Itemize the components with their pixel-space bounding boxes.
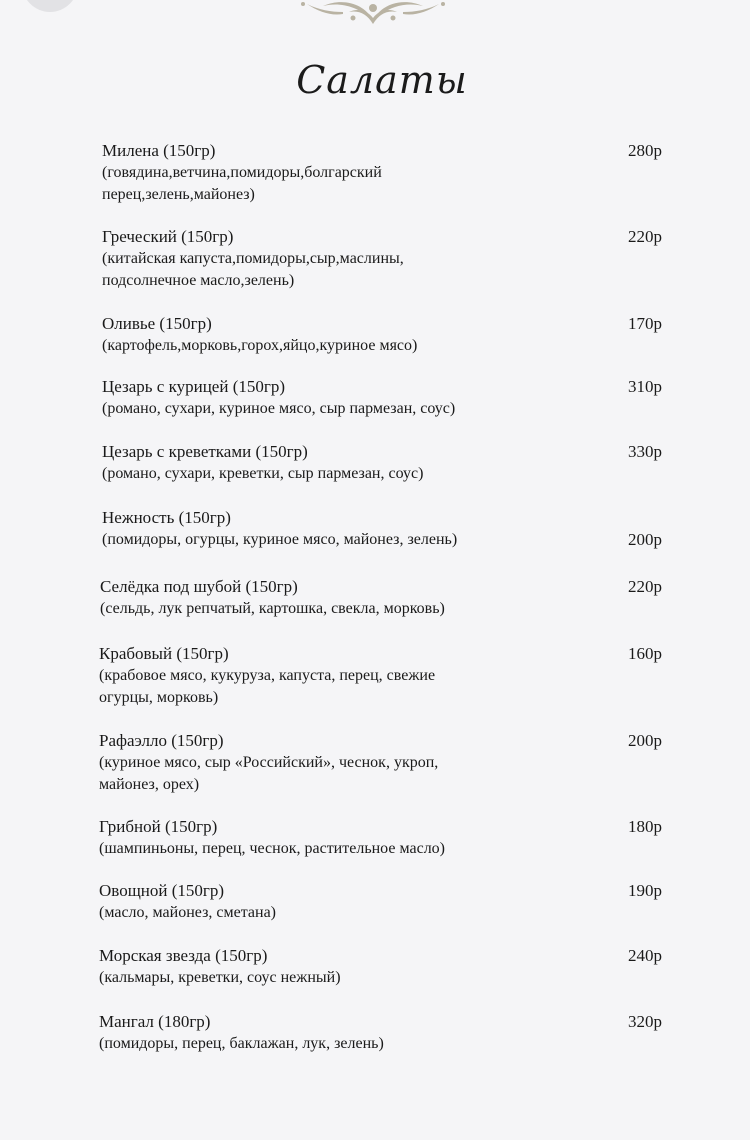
menu-item bbox=[99, 1011, 662, 1055]
item-price: 310р bbox=[628, 377, 662, 396]
item-description: (китайская капуста,помидоры,сыр,маслины, подсолнечное масло,зелень) bbox=[102, 250, 404, 289]
item-name: Рафаэлло (150гр) bbox=[99, 731, 224, 750]
item-name: Нежность (150гр) bbox=[102, 508, 231, 527]
item-name: Крабовый (150гр) bbox=[99, 644, 229, 663]
item-description: (сельдь, лук репчатый, картошка, свекла, морковь) bbox=[100, 600, 445, 617]
item-name: Овощной (150гр) bbox=[99, 881, 225, 900]
item-name: Грибной (150гр) bbox=[99, 817, 218, 836]
item-name: Морская звезда (150гр) bbox=[99, 946, 268, 965]
menu-item bbox=[102, 140, 662, 206]
item-name: Цезарь с курицей (150гр) bbox=[102, 377, 285, 396]
item-name: Цезарь с креветками (150гр) bbox=[102, 442, 308, 461]
item-price: 220р bbox=[628, 227, 662, 246]
item-description: (картофель,морковь,горох,яйцо,куриное мясо) bbox=[102, 337, 418, 354]
section-title: Салаты bbox=[296, 58, 468, 102]
item-name: Оливье (150гр) bbox=[102, 314, 212, 333]
menu-item bbox=[102, 376, 662, 420]
item-price: 200р bbox=[628, 731, 662, 750]
item-description: (масло, майонез, сметана) bbox=[99, 904, 276, 921]
item-name: Греческий (150гр) bbox=[102, 227, 234, 246]
item-description: (куриное мясо, сыр «Российский», чеснок, укроп, майонез, орех) bbox=[99, 754, 439, 793]
menu-item bbox=[99, 643, 662, 709]
item-price: 180р bbox=[628, 817, 662, 836]
item-price: 330р bbox=[628, 442, 662, 461]
item-description: (говядина,ветчина,помидоры,болгарский перец,зелень,майонез) bbox=[102, 164, 382, 203]
item-price: 200р bbox=[628, 530, 662, 549]
menu-item bbox=[99, 816, 662, 860]
item-price: 280р bbox=[628, 141, 662, 160]
menu-item bbox=[100, 576, 662, 620]
menu-item bbox=[99, 730, 662, 796]
item-price: 190р bbox=[628, 881, 662, 900]
item-description: (романо, сухари, креветки, сыр пармезан, соус) bbox=[102, 465, 424, 482]
item-description: (шампиньоны, перец, чеснок, растительное масло) bbox=[99, 840, 446, 857]
item-description: (романо, сухари, куриное мясо, сыр пармезан, соус) bbox=[102, 400, 456, 417]
item-description: (кальмары, креветки, соус нежный) bbox=[99, 969, 341, 986]
item-name: Мангал (180гр) bbox=[99, 1012, 211, 1031]
item-name: Селёдка под шубой (150гр) bbox=[100, 577, 298, 596]
item-price: 160р bbox=[628, 644, 662, 663]
item-price: 220р bbox=[628, 577, 662, 596]
item-price: 170р bbox=[628, 314, 662, 333]
menu-item bbox=[99, 945, 662, 989]
menu-item bbox=[102, 441, 662, 485]
item-price: 320р bbox=[628, 1012, 662, 1031]
item-description: (помидоры, перец, баклажан, лук, зелень) bbox=[99, 1035, 384, 1052]
item-price: 240р bbox=[628, 946, 662, 965]
menu-item bbox=[102, 507, 662, 551]
menu-item bbox=[99, 880, 662, 924]
item-description: (крабовое мясо, кукуруза, капуста, перец, свежие огурцы, морковь) bbox=[99, 667, 436, 706]
item-name: Милена (150гр) bbox=[102, 141, 216, 160]
menu-item bbox=[102, 226, 662, 292]
item-description: (помидоры, огурцы, куриное мясо, майонез, зелень) bbox=[102, 531, 458, 548]
menu-item bbox=[102, 313, 662, 357]
